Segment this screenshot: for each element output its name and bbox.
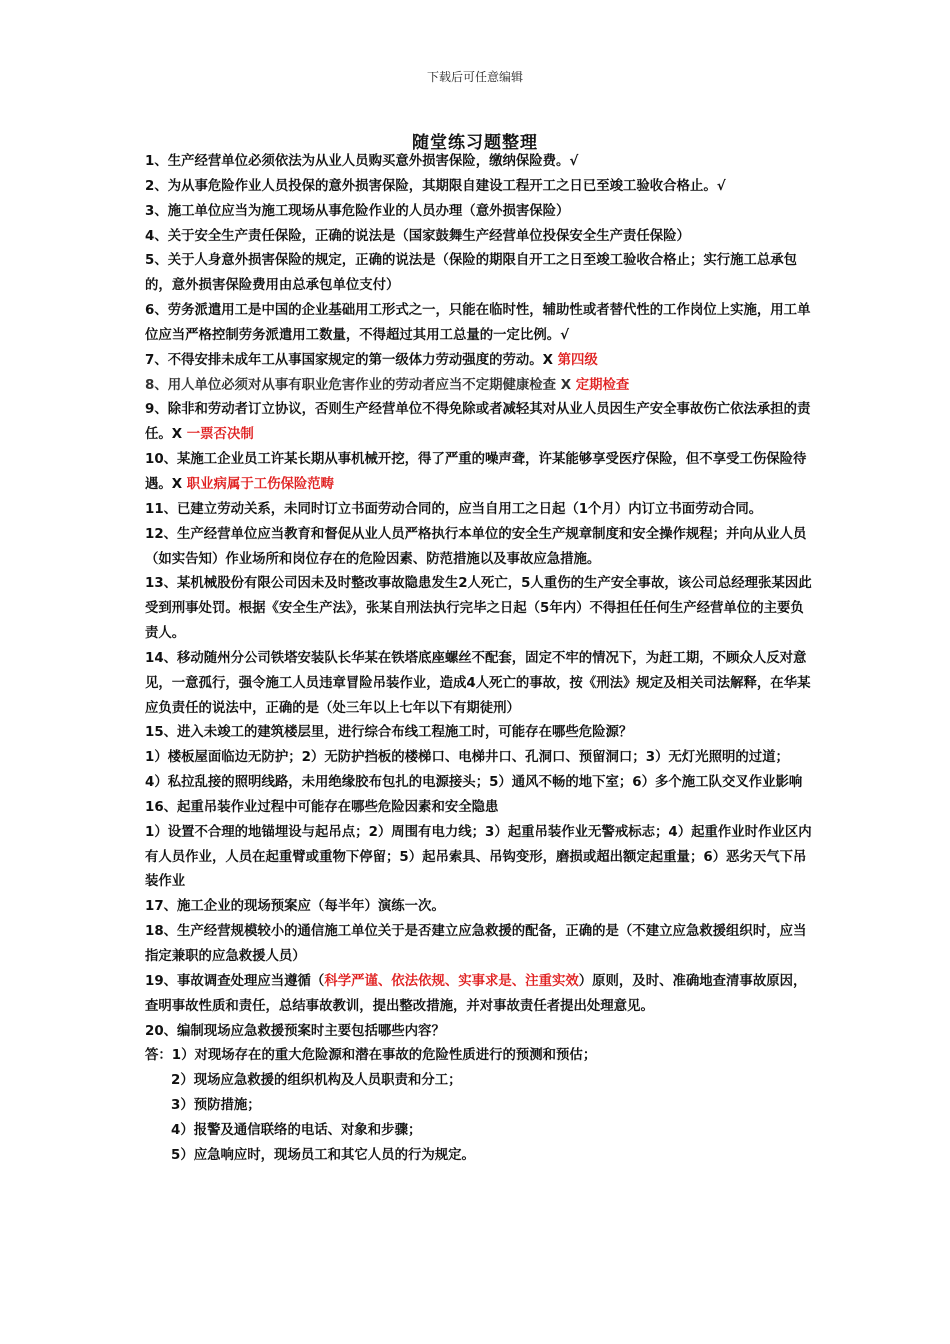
answer-16: 1）设置不合理的地锚埋设与起吊点；2）周围有电力线；3）起重吊装作业无警戒标志；4）起重作业时作业区内有人员作业，人员在起重臂或重物下停留；5）起吊索具、吊钩变形，磨损或超出额定起重量；6）恶劣天气下吊装作业 [145,824,812,890]
question-10-text: 10、某施工企业员工许某长期从事机械开挖，得了严重的噪声聋，许某能够享受医疗保险，但不享受工伤保险待遇。X [145,452,807,492]
question-10-correction: 职业病属于工伤保险范畴 [186,476,335,492]
question-2: 2、为从事危险作业人员投保的意外损害保险，其期限自建设工程开工之日已至竣工验收合格止。√ [145,178,726,194]
answer-20-item-2: 2）现场应急救援的组织机构及人员职责和分工； [171,1073,462,1089]
question-9-correction: 一票否决制 [186,427,254,443]
answer-20-item-1: 答：1）对现场存在的重大危险源和潜在事故的危险性质进行的预测和预估； [145,1048,597,1064]
question-9 [145,398,813,448]
question-5: 5、关于人身意外损害保险的规定，正确的说法是（保险的期限自开工之日至竣工验收合格止；实行施工总承包的，意外损害保险费用由总承包单位支付） [145,253,798,294]
question-19-prefix: 19、事故调查处理应当遵循（ [145,973,325,989]
answer-20-item-4: 4）报警及通信联络的电话、对象和步骤； [171,1122,422,1138]
question-19-principles: 科学严谨、依法依规、实事求是、注重实效 [324,973,579,989]
question-8 [145,374,813,399]
question-4: 4、关于安全生产责任保险，正确的说法是（国家鼓舞生产经营单位投保安全生产责任保险） [145,228,690,244]
question-8-text: 8、用人单位必须对从事有职业危害作业的劳动者应当不定期健康检查 X [145,377,576,393]
question-19 [145,970,813,1020]
question-8-correction: 定期检查 [575,377,630,393]
question-12: 12、生产经营单位应当教育和督促从业人员严格执行本单位的安全生产规章制度和安全操作规程；并向从业人员（如实告知）作业场所和岗位存在的危险因素、防范措施以及事故应急措施。 [145,526,807,567]
answer-20-item-3: 3）预防措施； [171,1098,261,1114]
question-7-text: 7、不得安排未成年工从事国家规定的第一级体力劳动强度的劳动。X [145,352,558,368]
page-title: 随堂练习题整理 [412,133,538,153]
question-6: 6、劳务派遣用工是中国的企业基础用工形式之一，只能在临时性，辅助性或者替代性的工作岗位上实施，用工单位应当严格控制劳务派遣用工数量，不得超过其用工总量的一定比例。√ [145,303,811,343]
question-18: 18、生产经营规模较小的通信施工单位关于是否建立应急救援的配备，正确的是（不建立应急救援组织时，应当指定兼职的应急救援人员） [145,924,807,964]
answer-15-part-1: 1）楼板屋面临边无防护；2）无防护挡板的楼梯口、电梯井口、孔洞口、预留洞口；3）无灯光照明的过道； [145,750,789,766]
answer-20-item-5: 5）应急响应时，现场员工和其它人员的行为规定。 [171,1147,475,1163]
answer-15-part-2: 4）私拉乱接的照明线路，未用绝缘胶布包扎的电源接头；5）通风不畅的地下室；6）多个施工队交叉作业影响 [145,775,803,791]
question-17: 17、施工企业的现场预案应（每半年）演练一次。 [145,899,445,915]
question-list [145,150,813,1169]
question-3: 3、施工单位应当为施工现场从事危险作业的人员办理（意外损害保险） [145,203,570,219]
page-header: 下载后可任意编辑 [426,70,523,84]
question-10 [145,448,813,498]
question-19-suffix: ）原则，及时、准确地查清事故原因，查明事故性质和责任，总结事故教训，提出整改措施，并对事故责任者提出处理意见。 [145,973,807,1014]
question-9-text: 9、除非和劳动者订立协议，否则生产经营单位不得免除或者减轻其对从业人员因生产安全事故伤亡依法承担的责任。X [145,402,811,443]
question-14: 14、移动随州分公司铁塔安装队长华某在铁塔底座螺丝不配套，固定不牢的情况下，为赶工期，不顾众人反对意见，一意孤行，强令施工人员违章冒险吊装作业，造成4人死亡的事故，按《刑法》规定及相关司法解释，在华某应负责任的说法中，正确的是（处三年以上七年以下有期徒刑） [145,650,811,716]
question-13: 13、某机械股份有限公司因未及时整改事故隐患发生2人死亡，5人重伤的生产安全事故，该公司总经理张某因此受到刑事处罚。根据《安全生产法》，张某自刑法执行完毕之日起（5年内）不得担任任何生产经营单位的主要负责人。 [145,576,812,642]
question-1: 1、生产经营单位必须依法为从业人员购买意外损害保险，缴纳保险费。√ [145,154,579,169]
question-11: 11、已建立劳动关系，未同时订立书面劳动合同的，应当自用工之日起（1个月）内订立书面劳动合同。 [145,501,763,517]
question-16: 16、起重吊装作业过程中可能存在哪些危险因素和安全隐患 [145,799,499,815]
question-15: 15、进入未竣工的建筑楼层里，进行综合布线工程施工时，可能存在哪些危险源？ [145,725,633,741]
question-7-correction: 第四级 [557,352,598,368]
question-7 [145,349,813,374]
question-20: 20、编制现场应急救援预案时主要包括哪些内容？ [145,1023,445,1039]
